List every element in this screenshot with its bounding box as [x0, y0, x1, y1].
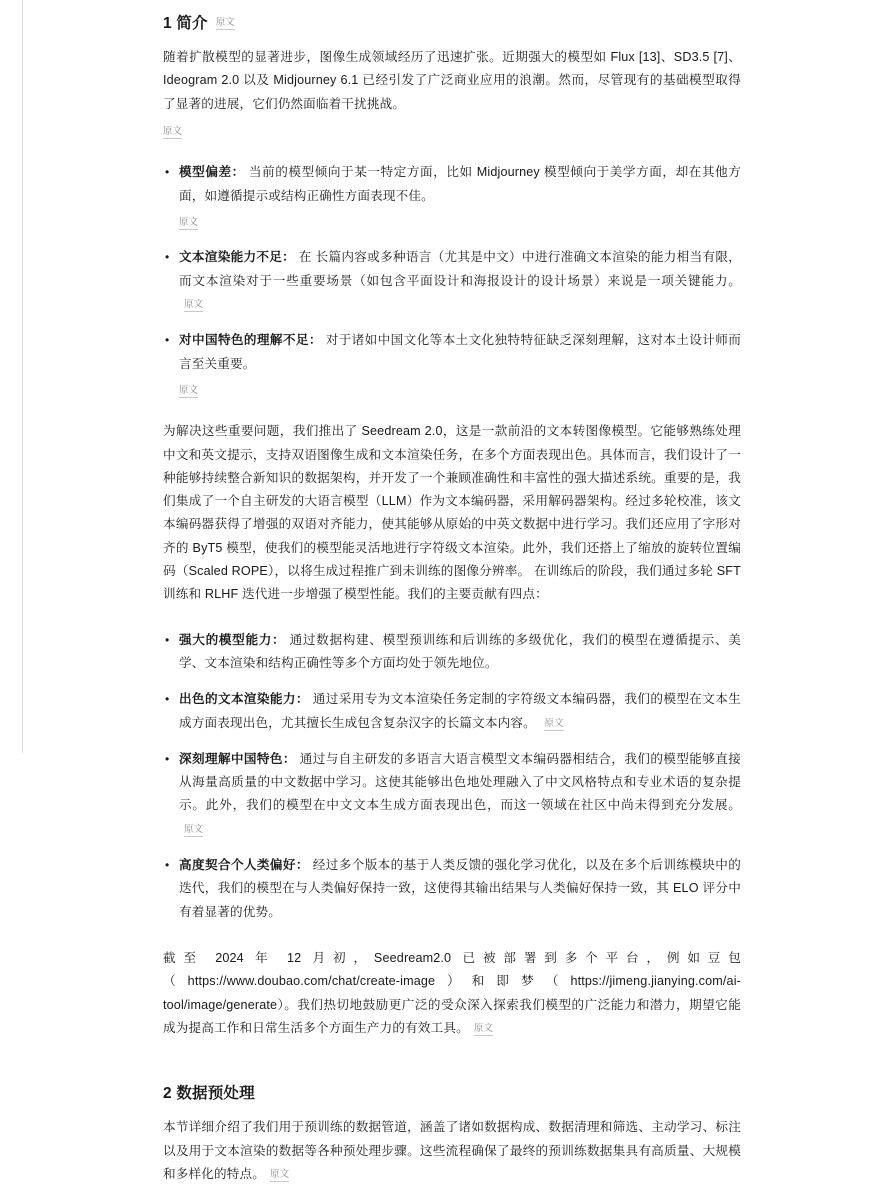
- section-heading-1: [163, 14, 741, 34]
- list-item-text: 在 长篇内容或多种语言（尤其是中文）中进行准确文本渲染的能力相当有限，而文本渲染对于一些重要场景（如包含平面设计和海报设计的设计场景）来说是一项关键能力。: [179, 250, 742, 288]
- original-text-link[interactable]: 原文: [544, 718, 563, 731]
- list-item: [163, 161, 741, 208]
- list-item-label: 模型偏差：: [179, 165, 245, 180]
- paragraph: [163, 947, 741, 1040]
- original-text-link[interactable]: 原文: [179, 217, 198, 230]
- list-item: [163, 629, 741, 676]
- list-item-text: 通过数据构建、模型预训练和后训练的多级优化，我们的模型在遵循提示、美学、文本渲染和结构正确性等多个方面均处于领先地位。: [179, 632, 741, 670]
- original-text-link[interactable]: 原文: [184, 299, 203, 312]
- original-text-link[interactable]: 原文: [179, 385, 198, 398]
- list-item-text: 当前的模型倾向于某一特定方面，比如 Midjourney 模型倾向于美学方面，却在其他方面，如遵循提示或结构正确性方面表现不佳。: [179, 165, 741, 203]
- section-title-data-preprocessing: 2 数据预处理: [163, 1085, 255, 1103]
- original-link-row: [179, 213, 741, 232]
- list-item-label: 强大的模型能力：: [179, 632, 286, 647]
- paragraph-text: 截至 2024 年 12 月初，Seedream2.0 已被部署到多个平台，例如豆包（https://www.doubao.com/chat/create-image）和即梦（https://jimeng.jianying.com/ai-tool/image/generate）。我们热切地鼓励更广泛的受众深入探索我们模型的广泛能力和潜力，期望它能成为提高工作和日常生活多个方面生产力的有效工具。: [163, 950, 741, 1035]
- list-item-label: 出色的文本渲染能力：: [179, 692, 309, 707]
- document-content: [163, 0, 741, 1198]
- original-link-row: [179, 381, 741, 400]
- original-text-link[interactable]: 原文: [163, 126, 182, 139]
- original-link-row: [163, 122, 741, 141]
- list-item-text: 通过与自主研发的多语言大语言模型文本编码器相结合，我们的模型能够直接从海量高质量的中文数据中学习。这使其能够出色地处理融入了中文风格特点和专业术语的复杂提示。此外，我们的模型在中文文本生成方面表现出色，而这一领域在社区中尚未得到充分发展。: [179, 751, 741, 813]
- list-item: [163, 246, 741, 316]
- list-item: [163, 329, 741, 376]
- paragraph: [163, 420, 741, 606]
- list-item-label: 对中国特色的理解不足：: [179, 333, 322, 348]
- list-item-text: 经过多个版本的基于人类反馈的强化学习优化，以及在多个后训练模块中的迭代，我们的模型在与人类偏好保持一致，这使得其输出结果与人类偏好保持一致，其 ELO 评分中有着显著的优势。: [179, 858, 742, 919]
- list-item-label: 深刻理解中国特色：: [179, 751, 296, 766]
- list-item: [163, 748, 741, 841]
- original-text-link[interactable]: 原文: [216, 17, 235, 30]
- paragraph: [163, 1116, 741, 1186]
- section-title-intro: 1 简介: [163, 15, 208, 32]
- section-heading-2: [163, 1084, 741, 1104]
- list-item-text: 通过采用专为文本渲染任务定制的字符级文本编码器，我们的模型在文本生成方面表现出色，尤其擅长生成包含复杂汉字的长篇文本内容。: [179, 692, 742, 730]
- bullet-list-challenges: [163, 161, 741, 400]
- page-left-rule: [22, 0, 23, 753]
- list-item-text: 对于诸如中国文化等本土文化独特特征缺乏深刻理解，这对本土设计师而言至关重要。: [179, 333, 741, 371]
- list-item: [163, 854, 741, 924]
- paragraph-text: 本节详细介绍了我们用于预训练的数据管道，涵盖了诸如数据构成、数据清理和筛选、主动学习、标注以及用于文本渲染的数据等各种预处理步骤。这些流程确保了最终的预训练数据集具有高质量、大规模和多样化的特点。: [163, 1120, 741, 1181]
- paragraph-text: 随着扩散模型的显著进步，图像生成领域经历了迅速扩张。近期强大的模型如 Flux [13]、SD3.5 [7]、Ideogram 2.0 以及 Midjourney 6.1 已经引发了广泛商业应用的浪潮。然而，尽管现有的基础模型取得了显著的进展，它们仍然面临着干扰挑战。: [163, 50, 741, 111]
- paragraph-text: 为解决这些重要问题，我们推出了 Seedream 2.0，这是一款前沿的文本转图像模型。它能够熟练处理中文和英文提示，支持双语图像生成和文本渲染任务，在多个方面表现出色。具体而言，我们设计了一种能够持续整合新知识的数据架构，并开发了一个兼顾准确性和丰富性的强大描述系统。重要的是，我们集成了一个自主研发的大语言模型（LLM）作为文本编码器，采用解码器架构。经过多轮校准，该文本编码器获得了增强的双语对齐能力，使其能够从原始的中英文数据中进行学习。我们还应用了字形对齐的 ByT5 模型，使我们的模型能灵活地进行字符级文本渲染。此外，我们还搭上了缩放的旋转位置编码（Scaled ROPE），以将生成过程推广到未训练的图像分辨率。 在训练后的阶段，我们通过多轮 SFT 训练和 RLHF 迭代进一步增强了模型性能。我们的主要贡献有四点：: [163, 424, 741, 602]
- original-text-link[interactable]: 原文: [474, 1023, 493, 1036]
- list-item-label: 文本渲染能力不足：: [179, 250, 296, 265]
- list-item-label: 高度契合个人类偏好：: [179, 858, 309, 873]
- list-item: [163, 688, 741, 735]
- original-text-link[interactable]: 原文: [184, 824, 203, 837]
- original-text-link[interactable]: 原文: [270, 1169, 289, 1182]
- bullet-list-contributions: [163, 629, 741, 924]
- paragraph: [163, 46, 741, 116]
